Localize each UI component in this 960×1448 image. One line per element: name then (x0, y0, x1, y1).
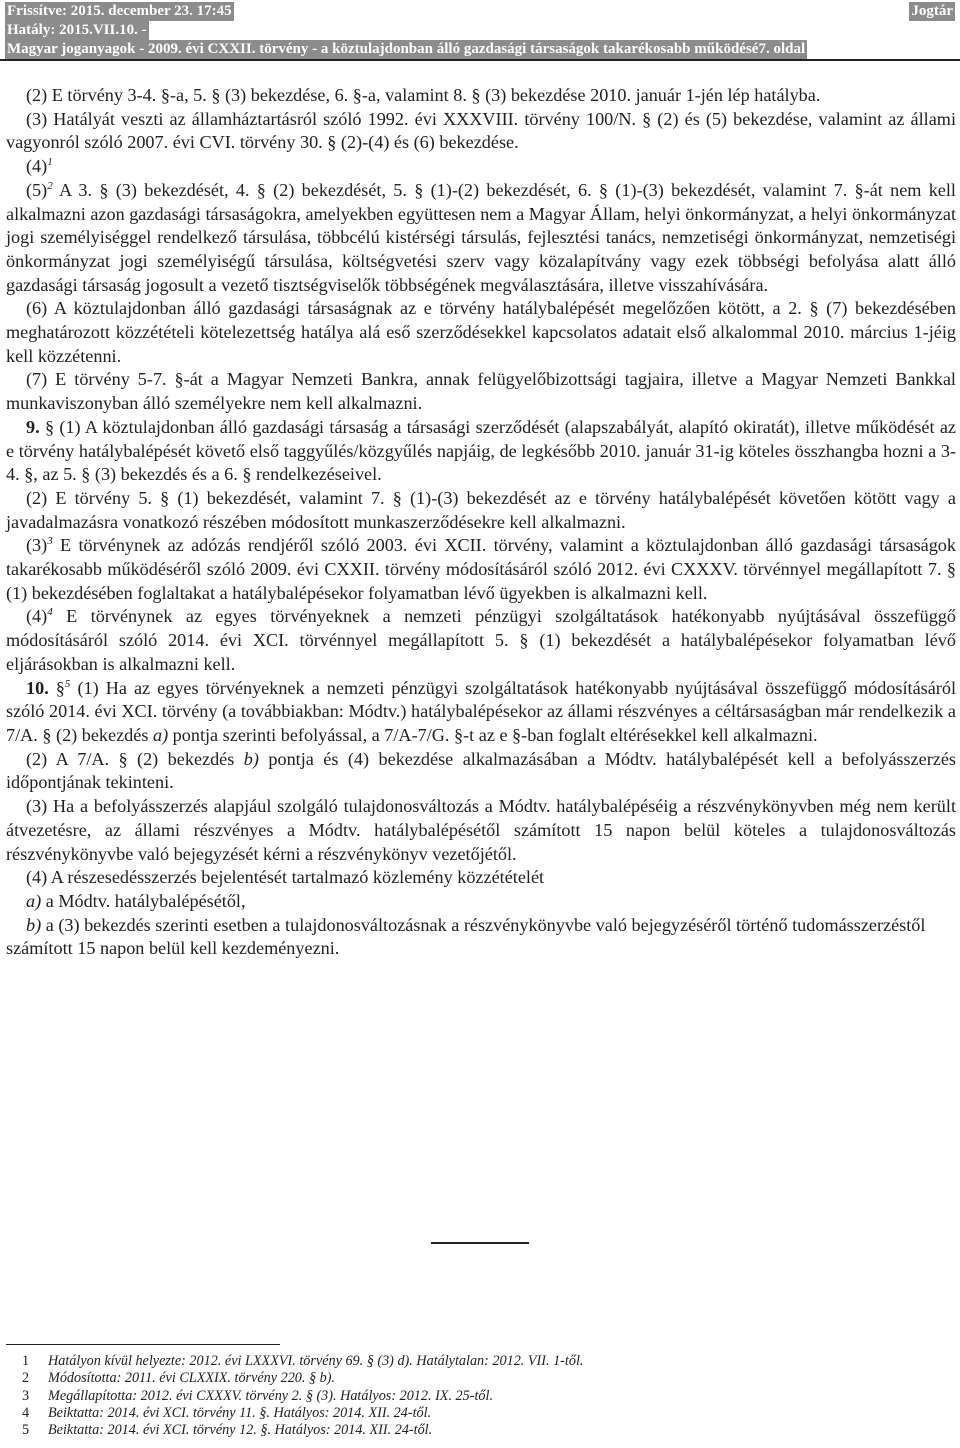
paragraph: $(4)^4$ E törvénynek az egyes törvényeknek a nemzeti pénzügyi szolgáltatások hatékonyabb nyújtásával összefüggő módosításáról szóló 2014. évi XCI. törvénnyel megállapított 5. § (1) bekezdését a hatálybalépésekor folyamatban lévő eljárásokban is alkalmazni kell. (6, 606, 956, 674)
footnote-ref[interactable]: 4 (47, 606, 53, 619)
header-divider (0, 59, 960, 61)
footnote: 2 Módosította: 2011. évi CLXXIX. törvény 220. § b). (22, 1370, 335, 1387)
section-number: 10. (26, 677, 56, 698)
paragraph: (2) E törvény 5. § (1) bekezdését, valamint 7. § (1)-(3) bekezdését az e törvény hatálybalépését követően kötött vagy a javadalmazásra vonatkozó részében módosított munkaszerződésekre kell alkalmazni. (6, 487, 956, 532)
section-paragraph: 9. § (1) A köztulajdonban álló gazdasági társaság a társasági szerződését (alapszabályát, alapító okiratát), illetve működését az e törvény hatálybalépését követő első taggyűlés/közgyűlés napjáig, de legkésőbb 2010. január 31-ig köteles összhangba hozni a 3-4. §, az 5. § (3) bekezdés és a 6. § rendelkezéseivel. (6, 416, 957, 485)
paragraph: (4) A részesedésszerzés bejelentését tartalmazó közlemény közzétételét (26, 867, 545, 888)
end-separator (431, 1242, 529, 1244)
footnote-ref[interactable]: 2 (47, 179, 53, 192)
list-item: b) a (3) bekezdés szerinti esetben a tulajdonosváltozásnak a részvénykönyvbe való bejegyzéséről történő tudomásszerzéstől (26, 914, 926, 935)
footnote: 3 Megállapította: 2012. évi CXXXV. törvény 2. § (3). Hatályos: 2012. IX. 25-től. (22, 1387, 493, 1404)
effective-date: Hatály: 2015.VII.10. - (7, 22, 147, 38)
paragraph: (3) Ha a befolyásszerzés alapjául szolgáló tulajdonosváltozás a Módtv. hatálybalépéséig a részvénykönyvben még nem került átvezetésre, az állami részvényes a Módtv. hatálybalépésétől számított 15 napon belül köteles a tulajdonosváltozás részvénykönyvbe való bejegyzését kérni a részvénykönyv vezetőjétől. (6, 796, 956, 864)
footnotes (22, 1353, 922, 1439)
paragraph: $(3)^3$ E törvénynek az adózás rendjéről szóló 2003. évi XCII. törvény, valamint a köztulajdonban álló gazdasági társaságok takarékosabb működéséről szóló 2009. évi CXXII. törvény módosításáról szóló 2012. évi CXXXV. törvénnyel megállapított 7. § (1) bekezdésében foglaltakat a hatálybalépésekor folyamatban lévő ügyekben is alkalmazni kell. (6, 535, 956, 603)
footnote: 1 Hatályon kívül helyezte: 2012. évi LXXXVI. törvény 69. § (3) d). Hatálytalan: 2012. VII. 1-től. (22, 1353, 584, 1369)
footnote: 4 Beiktatta: 2014. évi XCI. törvény 11. §. Hatályos: 2014. XII. 24-től. (22, 1404, 432, 1421)
footnote-ref[interactable]: 5 (64, 677, 71, 690)
paragraph: $(4)^1$ (26, 156, 53, 177)
paragraph: (2) A 7/A. § (2) bekezdés b) pontja és (4) bekezdése alkalmazásában a Módtv. hatálybalépését kell a befolyásszerzés időpontjának tekinteni. (6, 748, 956, 793)
footnote: 5 Beiktatta: 2014. évi XCI. törvény 12. §. Hatályos: 2014. XII. 24-től. (22, 1422, 433, 1439)
footnote-ref[interactable]: 3 (47, 535, 53, 548)
page-header (5, 2, 955, 59)
document-title: Magyar joganyagok - 2009. évi CXXII. törvény - a köztulajdonban álló gazdasági társaságok takarékosabb működésé (7, 41, 759, 57)
paragraph: $(5)^2$ A 3. § (3) bekezdését, 4. § (2) bekezdését, 5. § (1)-(2) bekezdését, 6. § (1)-(3) bekezdését, valamint 7. §-át nem kell alkalmazni azon gazdasági társaságokra, amelyekben együttesen nem a Magyar Állam, helyi önkormányzat, a helyi önkormányzat jogi személyiséggel rendelkező társulása, többcélú kistérségi társulás, fejlesztési tanács, nemzetiségi önkormányzat, nemzetiségi önkormányzat jogi személyiségű társulása, költségvetési szerv vagy közalapítvány vagy ezek többségi befolyása alatt álló gazdasági társaság jogosult a vezető tisztségviselők többségének megválasztására, illetve visszahívására. (6, 179, 956, 295)
paragraph: (3) Hatályát veszti az államháztartásról szóló 1992. évi XXXVIII. törvény 100/N. § (2) és (5) bekezdése, valamint az állami vagyonról szóló 2007. évi CVI. törvény 30. § (2)-(4) és (6) bekezdése. (6, 108, 956, 153)
paragraph: (6) A köztulajdonban álló gazdasági társaságnak az e törvény hatálybalépését megelőzően kötött, a 2. § (7) bekezdésében meghatározott közzétételi kötelezettség hatálya alá eső szerződésekkel kapcsolatos adatait első alkalommal 2010. március 1-jéig kell közzétenni. (6, 298, 956, 366)
section-number: 9. (26, 416, 45, 437)
list-item: a) a Módtv. hatálybalépésétől, (26, 890, 246, 911)
paragraph: számított 15 napon belül kell kezdeményezni. (6, 938, 340, 959)
footnote-divider (6, 1344, 280, 1345)
paragraph: (2) E törvény 3-4. §-a, 5. § (3) bekezdése, 6. §-a, valamint 8. § (3) bekezdése 2010. január 1-jén lép hatályba. (26, 85, 821, 105)
brand-name: Jogtár (911, 3, 953, 19)
document-body (6, 84, 956, 961)
footnote-ref[interactable]: 1 (47, 156, 53, 169)
page-number: 7. oldal (758, 41, 806, 57)
document-title-line (5, 40, 807, 59)
section-paragraph: 10. §$^5$ (1) Ha az egyes törvényeknek a nemzeti pénzügyi szolgáltatások hatékonyabb nyújtásával összefüggő módosításáról szóló 2014. évi XCI. törvény (a továbbiakban: Módtv.) hatálybalépésekor az állami részvényes a céltársaságban már rendelkezik a 7/A. § (2) bekezdés a) pontja szerinti befolyással, a 7/A-7/G. §-t az e §-ban foglalt eltérésekkel kell alkalmazni. (6, 677, 956, 745)
paragraph: (7) E törvény 5-7. §-át a Magyar Nemzeti Bankra, annak felügyelőbizottsági tagjaira, illetve a Magyar Nemzeti Bankkal munkaviszonyban álló személyekre nem kell alkalmazni. (6, 369, 956, 414)
printed-date: Frissítve: 2015. december 23. 17:45 (7, 3, 232, 19)
